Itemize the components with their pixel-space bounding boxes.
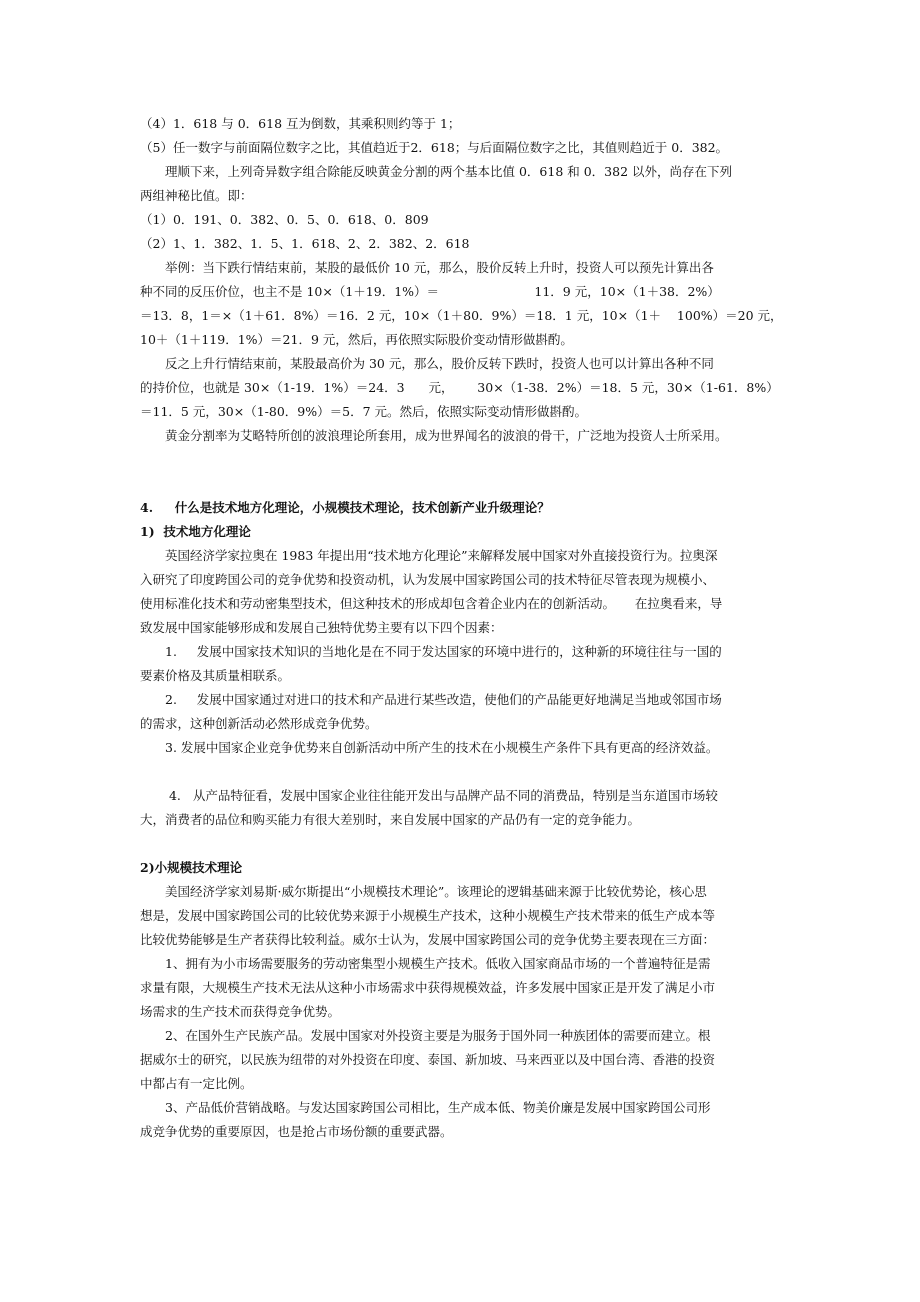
text-line: 入研究了印度跨国公司的竞争优势和投资动机，认为发展中国家跨国公司的技术特征尽管表现为规模小、 (140, 572, 716, 587)
text-line: ＝11．5 元，30×（1-80．9%）＝5．7 元。然后，依照实际变动情形做斟酌。 (140, 404, 588, 419)
text-line: 1. 发展中国家技术知识的当地化是在不同于发达国家的环境中进行的，这种新的环境往往与一国的 (140, 644, 722, 659)
text-line: 致发展中国家能够形成和发展自己独特优势主要有以下四个因素： (140, 620, 503, 635)
text-line: 想是，发展中国家跨国公司的比较优势来源于小规模生产技术，这种小规模生产技术带来的低生产成本等 (140, 908, 716, 923)
text-line: 3、产品低价营销战略。与发达国家跨国公司相比，生产成本低、物美价廉是发展中国家跨国公司形 (140, 1100, 711, 1115)
text-line: （5）任一数字与前面隔位数字之比，其值趋近于2．618；与后面隔位数字之比，其值则趋近于 0．382。 (140, 140, 729, 155)
text-line: 英国经济学家拉奥在 1983 年提出用“技术地方化理论”来解释发展中国家对外直接投资行为。拉奥深 (140, 548, 718, 563)
text-line: 场需求的生产技术而获得竞争优势。 (140, 1004, 341, 1019)
text-line: 4. 从产品特征看，发展中国家企业往往能开发出与品牌产品不同的消费品，特别是当东道国市场较 (140, 788, 718, 803)
text-line: 成竞争优势的重要原因，也是抢占市场份额的重要武器。 (140, 1124, 453, 1139)
text-line: 中都占有一定比例。 (140, 1076, 253, 1091)
text-line: 反之上升行情结束前，某股最高价为 30 元，那么，股价反转下跌时，投资人也可以计算出各种不同 (140, 356, 714, 371)
text-line: 据威尔士的研究，以民族为纽带的对外投资在印度、泰国、新加坡、马来西亚以及中国台湾、香港的投资 (140, 1052, 716, 1067)
text-line: 比较优势能够是生产者获得比较利益。威尔士认为，发展中国家跨国公司的竞争优势主要表现在三方面： (140, 932, 716, 947)
text-line: 黄金分割率为艾略特所创的波浪理论所套用，成为世界闻名的波浪的骨干，广泛地为投资人士所采用。 (140, 428, 728, 443)
text-line: 使用标准化技术和劳动密集型技术，但这种技术的形成却包含着企业内在的创新活动。 在拉奥看来，导 (140, 596, 723, 611)
text-line: 种不同的反压价位，也主不是 10×（1＋19．1%）＝ 11．9 元，10×（1＋38．2%） (140, 284, 720, 299)
text-line: 10＋（1＋119．1%）＝21．9 元，然后，再依照实际股价变动情形做斟酌。 (140, 332, 573, 347)
text-line: 的需求，这种创新活动必然形成竞争优势。 (140, 716, 378, 731)
text-line: 2、在国外生产民族产品。发展中国家对外投资主要是为服务于国外同一种族团体的需要而建立。根 (140, 1028, 711, 1043)
text-line: 的持价位，也就是 30×（1-19．1%）＝24．3 元， 30×（1-38．2%）＝18．5 元，30×（1-61．8%） (140, 380, 779, 395)
text-line: 3. 发展中国家企业竞争优势来自创新活动中所产生的技术在小规模生产条件下具有更高的经济效益。 (140, 740, 719, 755)
text-line: 求量有限，大规模生产技术无法从这种小市场需求中获得规模效益，许多发展中国家正是开发了满足小市 (140, 980, 716, 995)
text-line: 大，消费者的品位和购买能力有很大差别时，来自发展中国家的产品仍有一定的竞争能力。 (140, 812, 641, 827)
text-line: 理顺下来，上列奇异数字组合除能反映黄金分割的两个基本比值 0．618 和 0．382 以外，尚存在下列 (140, 164, 733, 179)
text-line: 2. 发展中国家通过对进口的技术和产品进行某些改造，使他们的产品能更好地满足当地或邻国市场 (140, 692, 722, 707)
subsection-heading: 2)小规模技术理论 (140, 860, 243, 875)
text-line: 举例：当下跌行情结束前，某股的最低价 10 元，那么，股价反转上升时，投资人可以预先计算出各 (140, 260, 714, 275)
text-line: （1）0．191、0．382、0．5、0．618、0．809 (140, 212, 429, 227)
text-line: 要素价格及其质量相联系。 (140, 668, 291, 683)
text-line: ＝13．8，1＝×（1＋61．8%）＝16．2 元，10×（1＋80．9%）＝18．1 元，10×（1＋ 100%）＝20 元， (140, 308, 783, 323)
text-line: 两组神秘比值。即： (140, 188, 253, 203)
section-heading: 4. 什么是技术地方化理论，小规模技术理论，技术创新产业升级理论？ (140, 500, 550, 515)
text-line: （2）1、1．382、1．5、1．618、2、2．382、2．618 (140, 236, 470, 251)
text-line: 1、拥有为小市场需要服务的劳动密集型小规模生产技术。低收入国家商品市场的一个普遍特征是需 (140, 956, 711, 971)
text-line: （4）1．618 与 0．618 互为倒数，其乘积则约等于 1； (140, 116, 461, 131)
subsection-heading: 1) 技术地方化理论 (140, 524, 251, 539)
text-line: 美国经济学家刘易斯·威尔斯提出“小规模技术理论”。该理论的逻辑基础来源于比较优势论，核心思 (140, 884, 707, 899)
